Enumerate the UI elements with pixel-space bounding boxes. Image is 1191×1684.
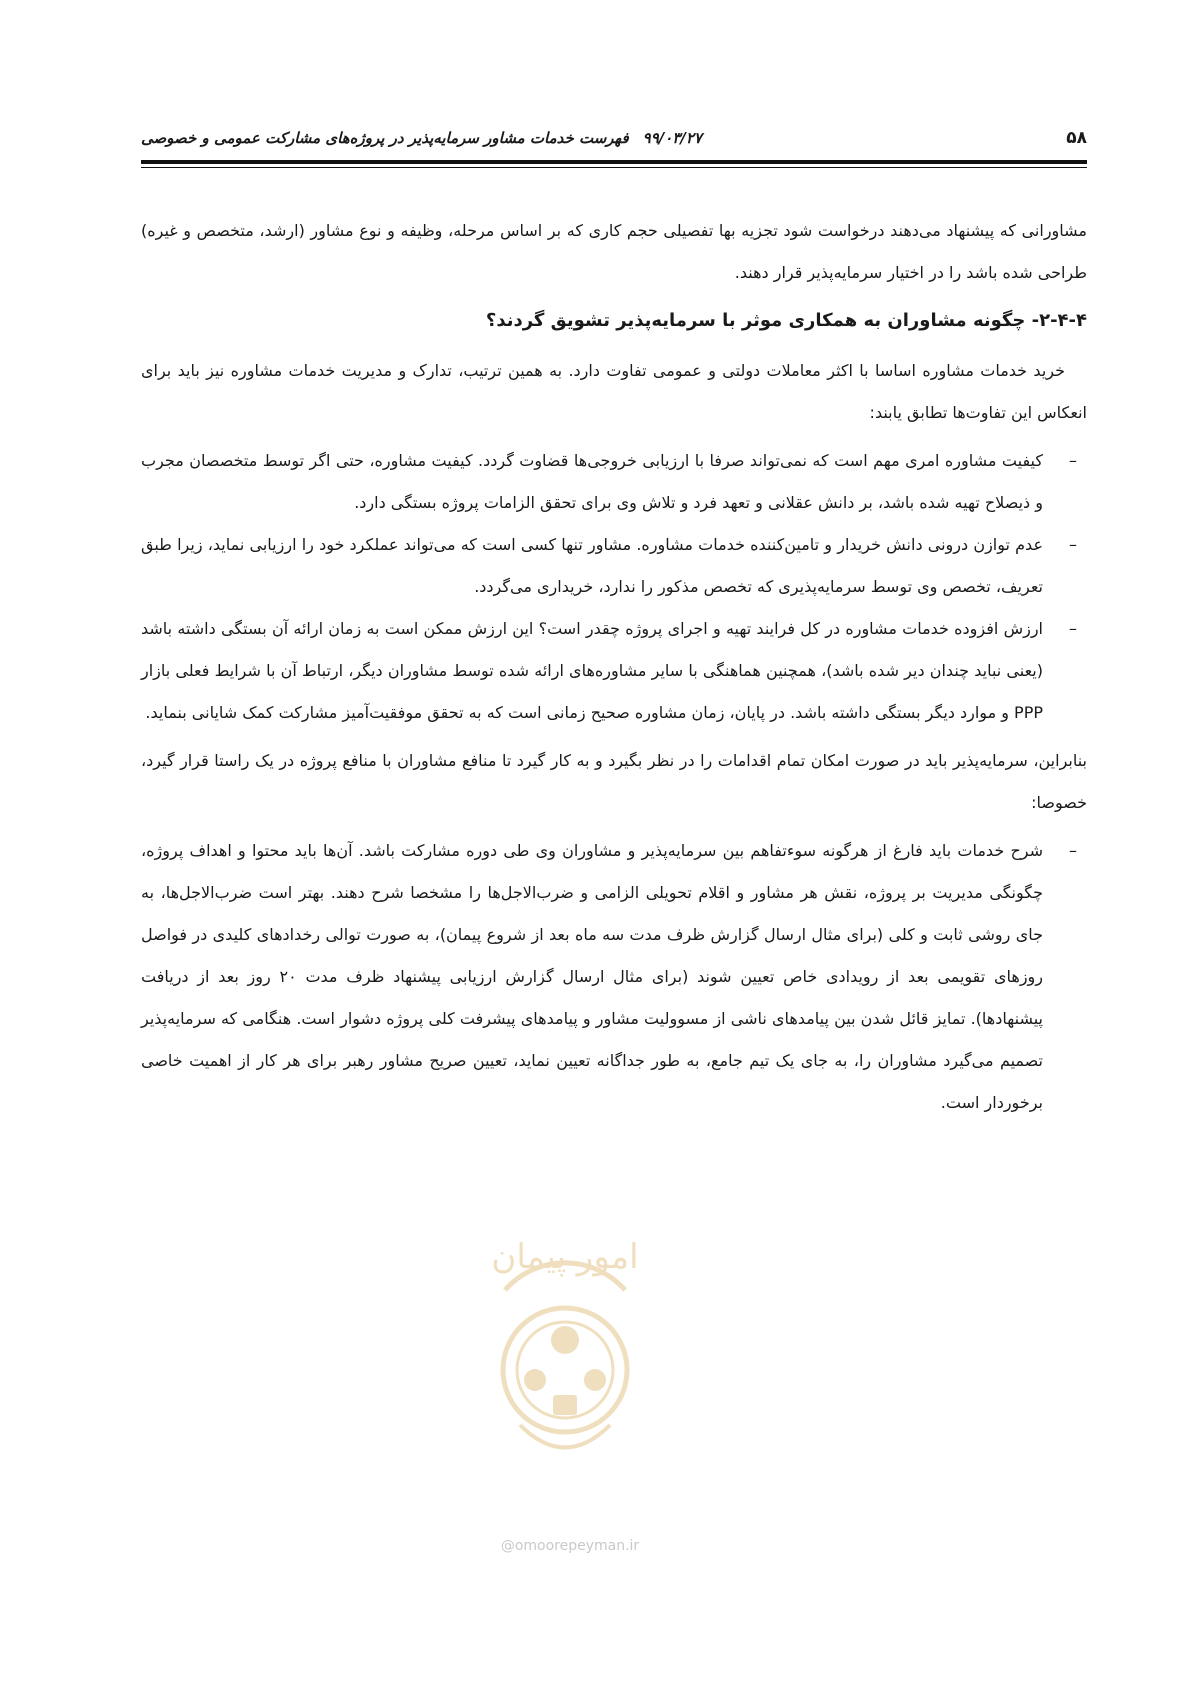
page-body <box>141 210 1087 1130</box>
list-item-text: عدم توازن درونی دانش خریدار و تامین‌کننده خدمات مشاوره. مشاور تنها کسی است که می‌تواند عملکرد خود را ارزیابی نماید، زیرا طبق تعریف، تخصص وی توسط سرمایه‌پذیری که تخصص مذکور را ندارد، خریداری می‌گردد. <box>141 535 1043 596</box>
list-item <box>141 440 1087 524</box>
dash-marker: – <box>1069 451 1077 470</box>
page-header <box>141 128 1087 154</box>
bullet-list-2 <box>141 830 1087 1124</box>
dash-marker: – <box>1069 535 1077 554</box>
list-item-text: شرح خدمات باید فارغ از هرگونه سوءتفاهم بین سرمایه‌پذیر و مشاوران وی طی دوره مشارکت باشد. آن‌ها باید محتوا و اهداف پروژه، چگونگی مدیریت بر پروژه، نقش هر مشاور و اقلام تحویلی الزامی و ضرب‌الاجل‌ها را مشخصا شرح دهند. بهتر است ضرب‌الاجل‌ها، به جای روشی ثابت و کلی (برای مثال ارسال گزارش ظرف مدت سه ماه بعد از شروع پیمان)، به صورت توالی رخدادهای کلیدی در فواصل روزهای تقویمی بعد از رویدادی خاص تعیین شوند (برای مثال ارسال گزارش ارزیابی پیشنهاد ظرف مدت ۲۰ روز بعد از دریافت پیشنهادها). تمایز قائل شدن بین پیامدهای ناشی از مسوولیت مشاور و پیامدهای پیشرفت کلی پروژه دشوار است. هنگامی که سرمایه‌پذیر تصمیم می‌گیرد مشاوران را، به جای یک تیم جامع، به طور جداگانه تعیین نماید، تعیین صریح مشاور رهبر برای هر کار از اهمیت خاصی برخوردار است. <box>141 841 1044 1112</box>
section-heading: ۲-۴-۴- چگونه مشاوران به همکاری موثر با سرمایه‌پذیر تشویق گردند؟ <box>485 310 1087 331</box>
dash-marker: – <box>1069 841 1077 860</box>
list-item <box>141 830 1087 1124</box>
list-item <box>141 524 1087 608</box>
running-title-text: فهرست خدمات مشاور سرمایه‌پذیر در پروژه‌های مشارکت عمومی و خصوصی <box>141 129 629 147</box>
header-date: ۹۹/۰۳/۲۷ <box>642 129 702 147</box>
watermark-text: @omoorepeyman.ir <box>500 1538 640 1554</box>
watermark-seal-text: امور پیمان <box>491 1237 639 1277</box>
running-title <box>141 129 702 147</box>
page-number: ۵۸ <box>1066 128 1087 148</box>
list-item <box>141 608 1087 734</box>
paragraph-1: خرید خدمات مشاوره اساسا با اکثر معاملات دولتی و عمومی تفاوت دارد. به همین ترتیب، تدارک و مدیریت خدمات مشاوره نیز باید برای انعکاس این تفاوت‌ها تطابق یابند: <box>141 361 1087 422</box>
paragraph-2: بنابراین، سرمایه‌پذیر باید در صورت امکان تمام اقدامات را در نظر بگیرد و به کار گیرد تا منافع مشاوران با منافع پروژه در یک راستا قرار گیرد، خصوصا: <box>141 751 1087 812</box>
watermark-seal-icon <box>465 1220 665 1480</box>
header-rule-thick <box>141 160 1087 164</box>
bullet-list-1 <box>141 440 1087 734</box>
list-item-text: کیفیت مشاوره امری مهم است که نمی‌تواند صرفا با ارزیابی خروجی‌ها قضاوت گردد. کیفیت مشاوره، حتی اگر توسط متخصصان مجرب و ذیصلاح تهیه شده باشد، بر دانش عقلانی و تعهد فرد و تلاش وی برای تحقق الزامات پروژه بستگی دارد. <box>141 451 1043 512</box>
list-item-text: ارزش افزوده خدمات مشاوره در کل فرایند تهیه و اجرای پروژه چقدر است؟ این ارزش ممکن است به زمان ارائه آن بستگی داشته باشد (یعنی نباید چندان دیر شده باشد)، همچنین هماهنگی با سایر مشاوره‌های ارائه شده توسط مشاوران دیگر، ارتباط آن با شرایط فعلی بازار PPP و موارد دیگر بستگی داشته باشد. در پایان، زمان مشاوره صحیح زمانی است که به تحقق موفقیت‌آمیز مشارکت کمک شایانی بنماید. <box>141 619 1043 722</box>
header-rule-thin <box>141 167 1087 168</box>
dash-marker: – <box>1069 619 1077 638</box>
intro-paragraph: مشاورانی که پیشنهاد می‌دهند درخواست شود تجزیه بها تفصیلی حجم کاری که بر اساس مرحله، وظیفه و نوع مشاور (ارشد، متخصص و غیره) طراحی شده باشد را در اختیار سرمایه‌پذیر قرار دهند. <box>141 221 1087 282</box>
